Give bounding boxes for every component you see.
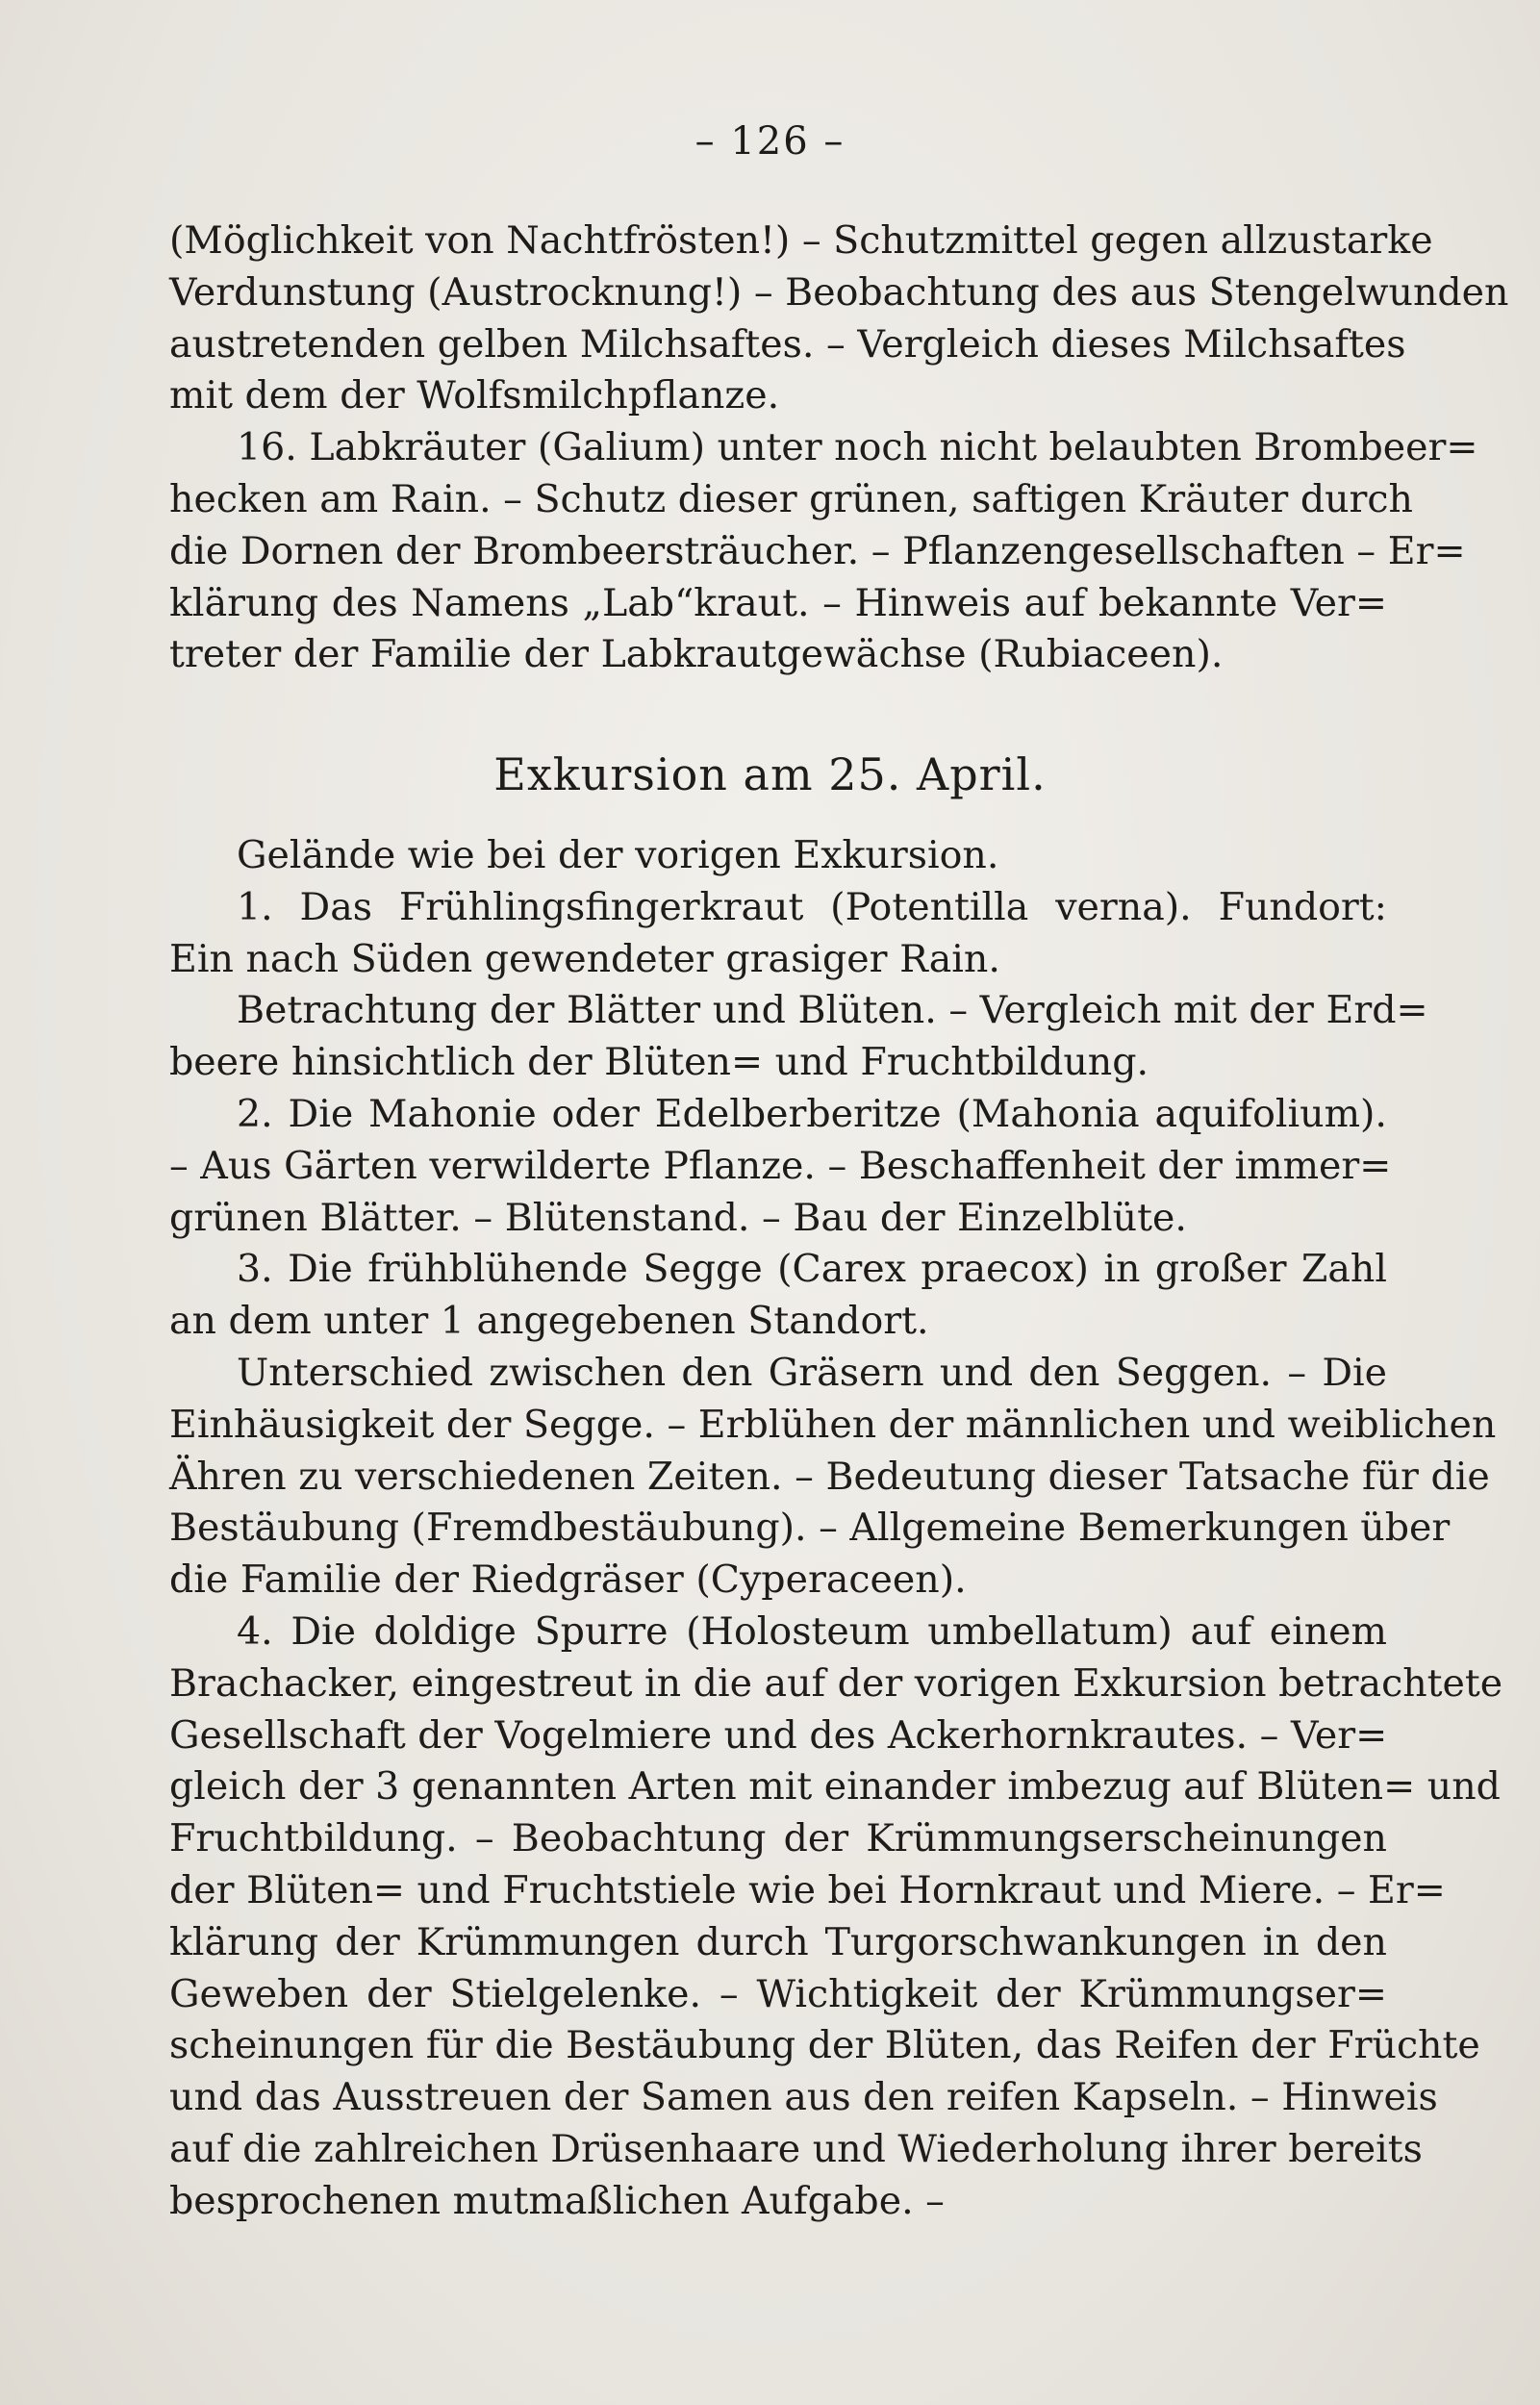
text-line: Brachacker, eingestreut in die auf der vorigen Exkursion betrachtete bbox=[169, 1660, 1503, 1706]
text-line: 16. Labkräuter (Galium) unter noch nicht belaubten Brombeer= bbox=[237, 425, 1478, 470]
text-line: an dem unter 1 angegebenen Standort. bbox=[169, 1299, 929, 1344]
text-line: (Möglichkeit von Nachtfrösten!) – Schutzmittel gegen allzustarke bbox=[169, 218, 1433, 263]
text-line: 4. Die doldige Spurre (Holosteum umbellatum) auf einem bbox=[237, 1608, 1387, 1654]
text-line: Ähren zu verschiedenen Zeiten. – Bedeutung dieser Tatsache für die bbox=[169, 1454, 1490, 1499]
text-line: der Blüten= und Fruchtstiele wie bei Hornkraut und Miere. – Er= bbox=[169, 1867, 1446, 1912]
text-line: Betrachtung der Blätter und Blüten. – Vergleich mit der Erd= bbox=[237, 988, 1428, 1033]
text-line: besprochenen mutmaßlichen Aufgabe. – bbox=[169, 2178, 945, 2223]
text-line: Geweben der Stielgelenke. – Wichtigkeit der Krümmungser= bbox=[169, 1971, 1387, 2016]
text-line: Fruchtbildung. – Beobachtung der Krümmungserscheinungen bbox=[169, 1816, 1387, 1861]
text-line: scheinungen für die Bestäubung der Blüten, das Reifen der Früchte bbox=[169, 2023, 1480, 2068]
text-line: die Dornen der Brombeersträucher. – Pflanzengesellschaften – Er= bbox=[169, 528, 1466, 573]
text-line: 3. Die frühblühende Segge (Carex praecox) in großer Zahl bbox=[237, 1247, 1387, 1292]
text-line: mit dem der Wolfsmilchpflanze. bbox=[169, 373, 780, 418]
text-line: Einhäusigkeit der Segge. – Erblühen der männlichen und weiblichen bbox=[169, 1402, 1497, 1447]
text-line: Bestäubung (Fremdbestäubung). – Allgemeine Bemerkungen über bbox=[169, 1506, 1451, 1551]
text-line: – Aus Gärten verwilderte Pflanze. – Beschaffenheit der immer= bbox=[169, 1143, 1392, 1188]
paragraph-block-1 bbox=[169, 215, 1509, 681]
paragraph-block-2 bbox=[169, 830, 1503, 2228]
text-line: Gelände wie bei der vorigen Exkursion. bbox=[237, 833, 999, 877]
text-line: 2. Die Mahonie oder Edelberberitze (Mahonia aquifolium). bbox=[237, 1091, 1387, 1136]
text-line: klärung der Krümmungen durch Turgorschwankungen in den bbox=[169, 1919, 1387, 1964]
text-line: beere hinsichtlich der Blüten= und Fruchtbildung. bbox=[169, 1040, 1149, 1085]
text-line: Unterschied zwischen den Gräsern und den Seggen. – Die bbox=[237, 1350, 1387, 1395]
text-line: auf die zahlreichen Drüsenhaare und Wiederholung ihrer bereits bbox=[169, 2126, 1423, 2171]
text-line: die Familie der Riedgräser (Cyperaceen). bbox=[169, 1557, 967, 1603]
text-line: Ein nach Süden gewendeter grasiger Rain. bbox=[169, 936, 1000, 981]
page-number: – 126 – bbox=[694, 119, 846, 164]
text-line: gleich der 3 genannten Arten mit einander imbezug auf Blüten= und bbox=[169, 1764, 1501, 1810]
text-line: Verdunstung (Austrocknung!) – Beobachtung des aus Stengelwunden bbox=[169, 269, 1509, 315]
text-line: klärung des Namens „Lab“kraut. – Hinweis auf bekannte Ver= bbox=[169, 580, 1387, 625]
text-line: 1. Das Frühlingsfingerkraut (Potentilla verna). Fundort: bbox=[237, 884, 1387, 929]
text-line: und das Ausstreuen der Samen aus den reifen Kapseln. – Hinweis bbox=[169, 2075, 1438, 2120]
text-line: treter der Familie der Labkrautgewächse (Rubiaceen). bbox=[169, 632, 1224, 677]
section-heading: Exkursion am 25. April. bbox=[493, 748, 1047, 800]
text-line: Gesellschaft der Vogelmiere und des Ackerhornkrautes. – Ver= bbox=[169, 1712, 1388, 1758]
text-line: grünen Blätter. – Blütenstand. – Bau der Einzelblüte. bbox=[169, 1195, 1187, 1240]
text-line: austretenden gelben Milchsaftes. – Vergleich dieses Milchsaftes bbox=[169, 321, 1406, 367]
text-line: hecken am Rain. – Schutz dieser grünen, saftigen Kräuter durch bbox=[169, 476, 1413, 521]
